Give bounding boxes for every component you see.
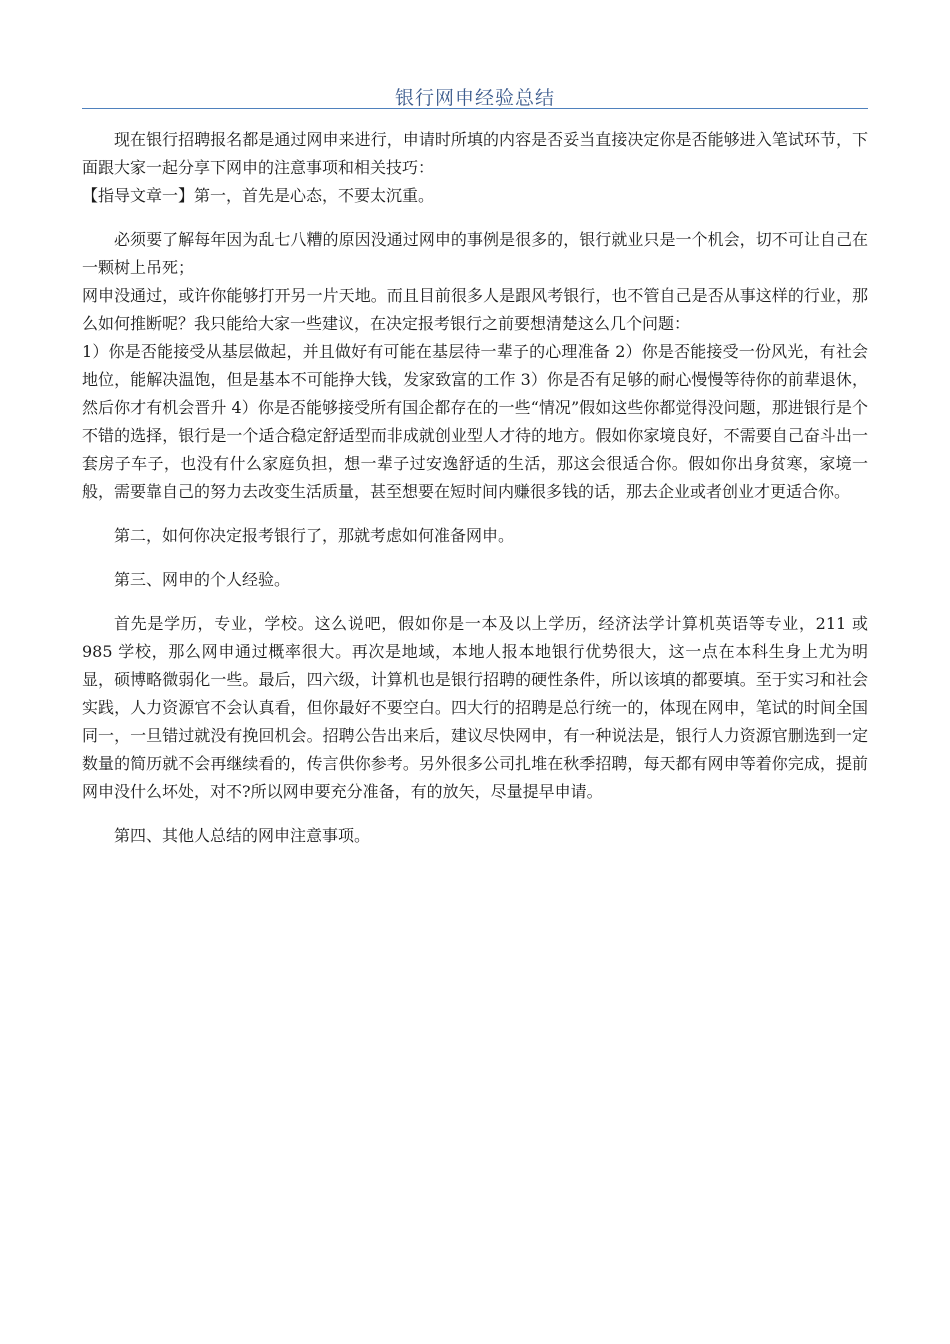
paragraph-another-path: 网申没通过，或许你能够打开另一片天地。而且目前很多人是跟风考银行，也不管自己是否从事这样的行业，那么如何推断呢？我只能给大家一些建议，在决定报考银行之前要想清楚这么几个问题： (82, 286, 868, 333)
paragraph-intro: 现在银行招聘报名都是通过网申来进行，申请时所填的内容是否妥当直接决定你是否能够进入笔试环节，下面跟大家一起分享下网申的注意事项和相关技巧： (82, 130, 868, 177)
paragraph-second: 第二，如何你决定报考银行了，那就考虑如何准备网申。 (114, 526, 515, 545)
paragraph-experience: 首先是学历，专业，学校。这么说吧，假如你是一本及以上学历，经济法学计算机英语等专业，211 或 985 学校，那么网申通过概率很大。再次是地域，本地人报本地银行优势很大，这一点在本科生身上尤为明显，硕博略微弱化一些。最后，四六级，计算机也是银行招聘的硬性条件，所以该填的都要填。至于实习和社会实践，人力资源官不会认真看，但你最好不要空白。四大行的招聘是总行统一的，体现在网申，笔试的时间全国同一，一旦错过就没有挽回机会。招聘公告出来后，建议尽快网申，有一种说法是，银行人力资源官删选到一定数量的简历就不会再继续看的，传言供你参考。另外很多公司扎堆在秋季招聘，每天都有网申等着你完成，提前网申没什么坏处，对不?所以网申要充分准备，有的放矢，尽量提早申请。 (82, 614, 868, 801)
paragraph-questions: 1）你是否能接受从基层做起，并且做好有可能在基层待一辈子的心理准备 2）你是否能接受一份风光，有社会地位，能解决温饱，但是基本不可能挣大钱，发家致富的工作 3）你是否有足够的耐心慢慢等待你的前辈退休，然后你才有机会晋升 4）你是否能够接受所有国企都存在的一些“情况”假如这些你都觉得没问题，那进银行是个不错的选择，银行是一个适合稳定舒适型而非成就创业型人才待的地方。假如你家境良好，不需要自己奋斗出一套房子车子，也没有什么家庭负担，想一辈子过安逸舒适的生活，那这会很适合你。假如你出身贫寒，家境一般，需要靠自己的努力去改变生活质量，甚至想要在短时间内赚很多钱的话，那去企业或者创业才更适合你。 (82, 342, 868, 501)
document-title: 银行网申经验总结 (394, 87, 555, 109)
title-underline (82, 108, 868, 109)
paragraph-third: 第三、网申的个人经验。 (114, 570, 291, 589)
paragraph-guide-first: 【指导文章一】第一，首先是心态，不要太沉重。 (82, 186, 435, 205)
paragraph-mindset: 必须要了解每年因为乱七八糟的原因没通过网申的事例是很多的，银行就业只是一个机会，切不可让自己在一颗树上吊死； (82, 230, 868, 277)
document-body (82, 126, 868, 850)
paragraph-fourth: 第四、其他人总结的网申注意事项。 (114, 826, 371, 845)
